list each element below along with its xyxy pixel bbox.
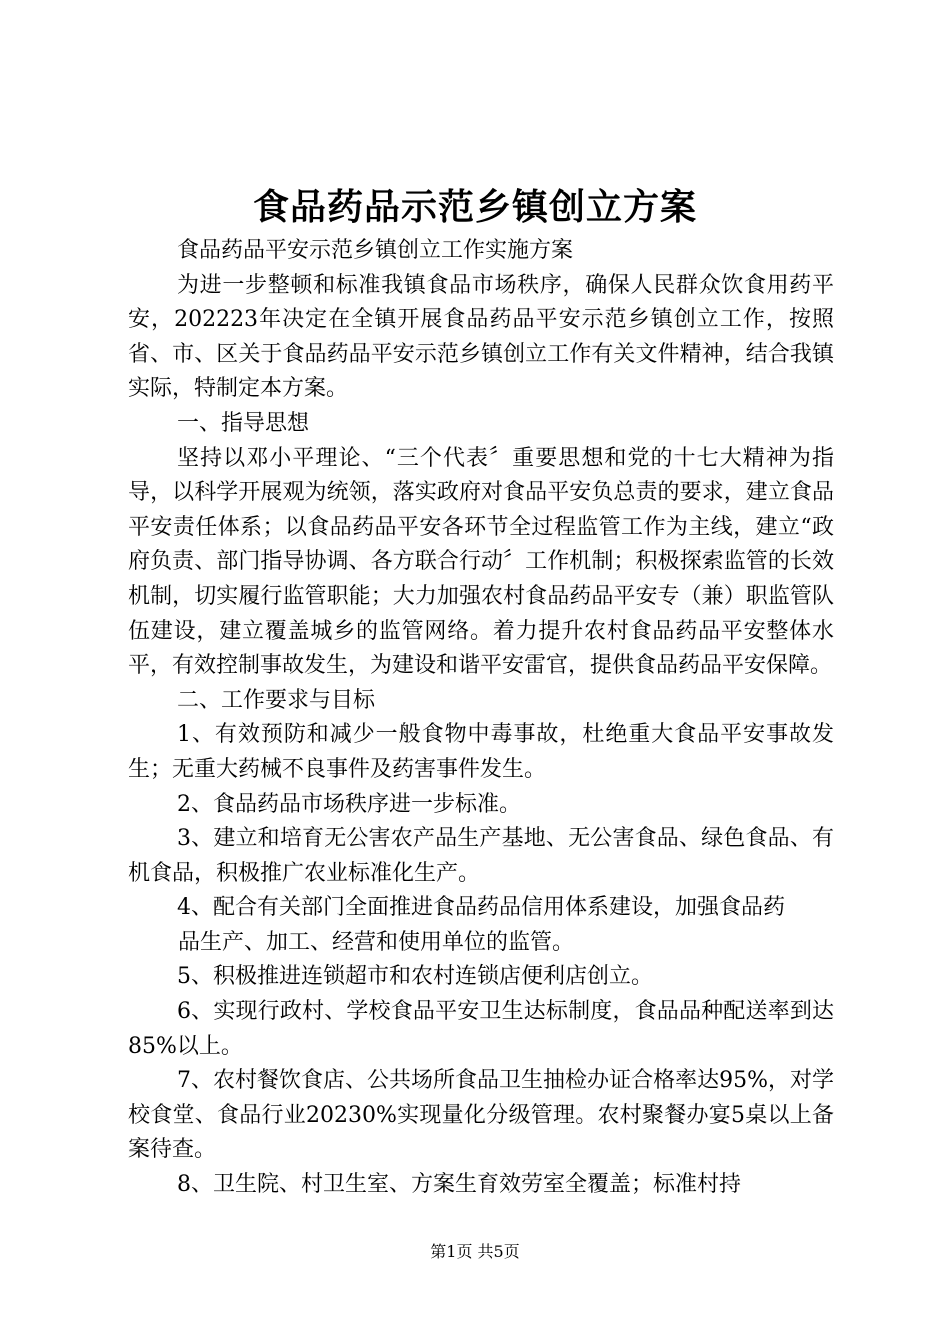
requirement-item-7: 7、农村餐饮食店、公共场所食品卫生抽检办证合格率达95%，对学校食堂、食品行业20230%实现量化分级管理。农村聚餐办宴5桌以上备案待查。 — [128, 1068, 834, 1163]
section-heading-guiding-ideology: 一、指导思想 — [177, 410, 310, 436]
requirement-item-5: 5、积极推进连锁超市和农村连锁店便利店创立。 — [177, 964, 653, 990]
document-title: 食品药品示范乡镇创立方案 — [252, 186, 697, 228]
requirement-item-2: 2、食品药品市场秩序进一步标准。 — [177, 791, 521, 817]
requirement-item-6: 6、实现行政村、学校食品平安卫生达标制度，食品品种配送率到达85%以上。 — [128, 999, 834, 1059]
requirement-item-8: 8、卫生院、村卫生室、方案生育效劳室全覆盖；标准村持 — [177, 1172, 741, 1198]
guiding-ideology-paragraph: 坚持以邓小平理论、“三个代表〞重要思想和党的十七大精神为指导，以科学开展观为统领，落实政府对食品平安负总责的要求，建立食品平安责任体系；以食品药品平安各环节全过程监管工作为主线，建立“政府负责、部门指导协调、各方联合行动〞工作机制；积极探索监管的长效机制，切实履行监管职能；大力加强农村食品药品平安专（兼）职监管队伍建设，建立覆盖城乡的监管网络。着力提升农村食品药品平安整体水平，有效控制事故发生，为建设和谐平安雷官，提供食品药品平安保障。 — [128, 445, 834, 679]
requirement-item-3: 3、建立和培育无公害农产品生产基地、无公害食品、绿色食品、有机食品，积极推广农业标准化生产。 — [128, 826, 834, 886]
section-heading-requirements: 二、工作要求与目标 — [177, 687, 376, 713]
requirement-item-1: 1、有效预防和减少一般食物中毒事故，杜绝重大食品平安事故发生；无重大药械不良事件及药害事件发生。 — [128, 722, 834, 782]
requirement-item-4-continued: 品生产、加工、经营和使用单位的监管。 — [178, 929, 575, 955]
page-number-footer: 第1页 共5页 — [430, 1242, 520, 1261]
requirement-item-4: 4、配合有关部门全面推进食品药品信用体系建设，加强食品药 — [177, 895, 785, 921]
subtitle-paragraph: 食品药品平安示范乡镇创立工作实施方案 — [177, 238, 574, 263]
document-body — [128, 234, 834, 1203]
intro-paragraph: 为进一步整顿和标准我镇食品市场秩序，确保人民群众饮食用药平安，202223年决定在全镇开展食品药品平安示范乡镇创立工作，按照省、市、区关于食品药品平安示范乡镇创立工作有关文件精神，结合我镇实际，特制定本方案。 — [128, 272, 834, 402]
